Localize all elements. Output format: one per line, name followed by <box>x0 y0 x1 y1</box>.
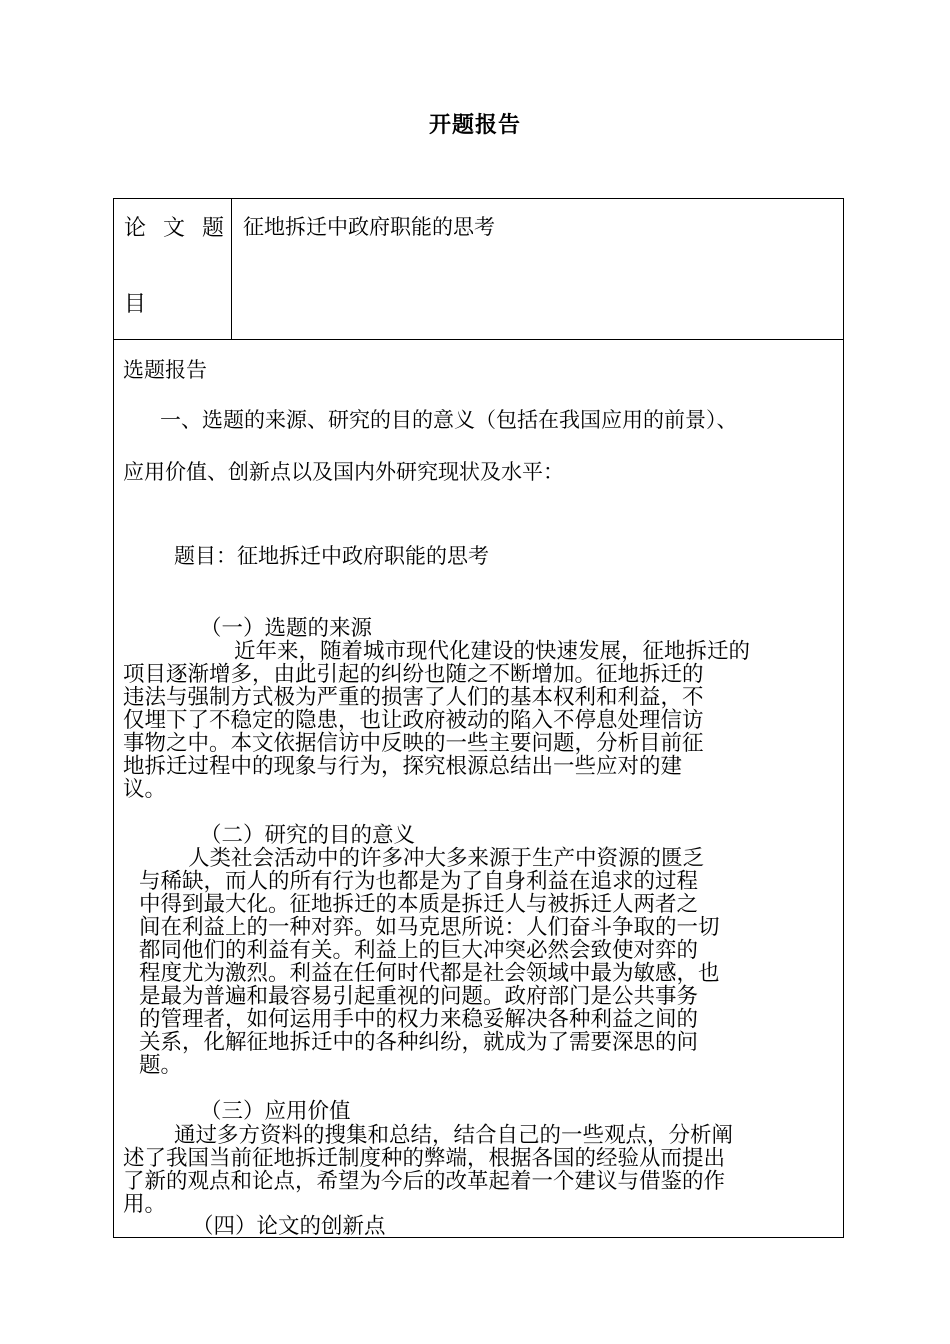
subsection-3-line: 述了我国当前征地拆迁制度种的弊端，根据各国的经验从而提出 <box>123 1146 726 1171</box>
subsection-2-line: 关系，化解征地拆迁中的各种纠纷，就成为了需要深思的问 <box>139 1030 699 1055</box>
subsection-1-line: 近年来，随着城市现代化建设的快速发展，征地拆迁的 <box>234 639 751 664</box>
subsection-1-line: 项目逐渐增多，由此引起的纠纷也随之不断增加。征地拆迁的 <box>123 662 704 687</box>
section-heading-line2: 应用价值、创新点以及国内外研究现状及水平： <box>123 460 564 484</box>
thesis-title-label-line2: 目 <box>124 292 147 317</box>
topic-line: 题目：征地拆迁中政府职能的思考 <box>174 544 489 568</box>
subsection-2-line: 与稀缺，而人的所有行为也都是为了自身利益在追求的过程 <box>139 869 699 894</box>
subsection-2-line: 题。 <box>139 1053 183 1078</box>
subsection-3-line: 通过多方资料的搜集和总结，结合自己的一些观点，分析阐 <box>174 1123 734 1148</box>
subsection-2-line: 中得到最大化。征地拆迁的本质是拆迁人与被拆迁人两者之 <box>139 892 699 917</box>
subsection-2-line: 人类社会活动中的许多冲大多来源于生产中资源的匮乏 <box>188 846 705 871</box>
subsection-2-title: （二）研究的目的意义 <box>200 823 416 848</box>
section-heading-line1: 一、选题的来源、研究的目的意义（包括在我国应用的前景）、 <box>160 408 738 432</box>
proposal-table <box>113 198 844 1238</box>
section-label: 选题报告 <box>123 358 207 382</box>
subsection-1-line: 地拆迁过程中的现象与行为，探究根源总结出一些应对的建 <box>123 754 683 779</box>
subsection-1-line: 仅埋下了不稳定的隐患，也让政府被动的陷入不停息处理信访 <box>123 708 704 733</box>
subsection-1-line: 违法与强制方式极为严重的损害了人们的基本权利和利益，不 <box>123 685 704 710</box>
subsection-1-line: 议。 <box>123 777 167 802</box>
subsection-1-title: （一）选题的来源 <box>200 616 373 641</box>
subsection-2-line: 间在利益上的一种对弈。如马克思所说：人们奋斗争取的一切 <box>139 915 720 940</box>
subsection-3-line: 了新的观点和论点，希望为今后的改革起着一个建议与借鉴的作 <box>123 1169 726 1194</box>
thesis-title-row <box>114 199 843 340</box>
subsection-1-line: 事物之中。本文依据信访中反映的一些主要问题，分析目前征 <box>123 731 704 756</box>
thesis-title-value: 征地拆迁中政府职能的思考 <box>243 215 495 239</box>
subsection-2-line: 的管理者，如何运用手中的权力来稳妥解决各种利益之间的 <box>139 1007 699 1032</box>
subsection-2-line: 是最为普遍和最容易引起重视的问题。政府部门是公共事务 <box>139 984 699 1009</box>
subsection-2-line: 都同他们的利益有关。利益上的巨大冲突必然会致使对弈的 <box>139 938 699 963</box>
thesis-title-label-line1: 论 文 题 <box>124 216 224 241</box>
subsection-2-line: 程度尤为激烈。利益在任何时代都是社会领域中最为敏感，也 <box>139 961 720 986</box>
subsection-4-title: （四）论文的创新点 <box>192 1214 386 1239</box>
page-title: 开题报告 <box>428 113 521 138</box>
thesis-title-label-cell <box>114 199 232 339</box>
subsection-3-title: （三）应用价值 <box>200 1099 351 1124</box>
subsection-3-line: 用。 <box>123 1192 167 1217</box>
